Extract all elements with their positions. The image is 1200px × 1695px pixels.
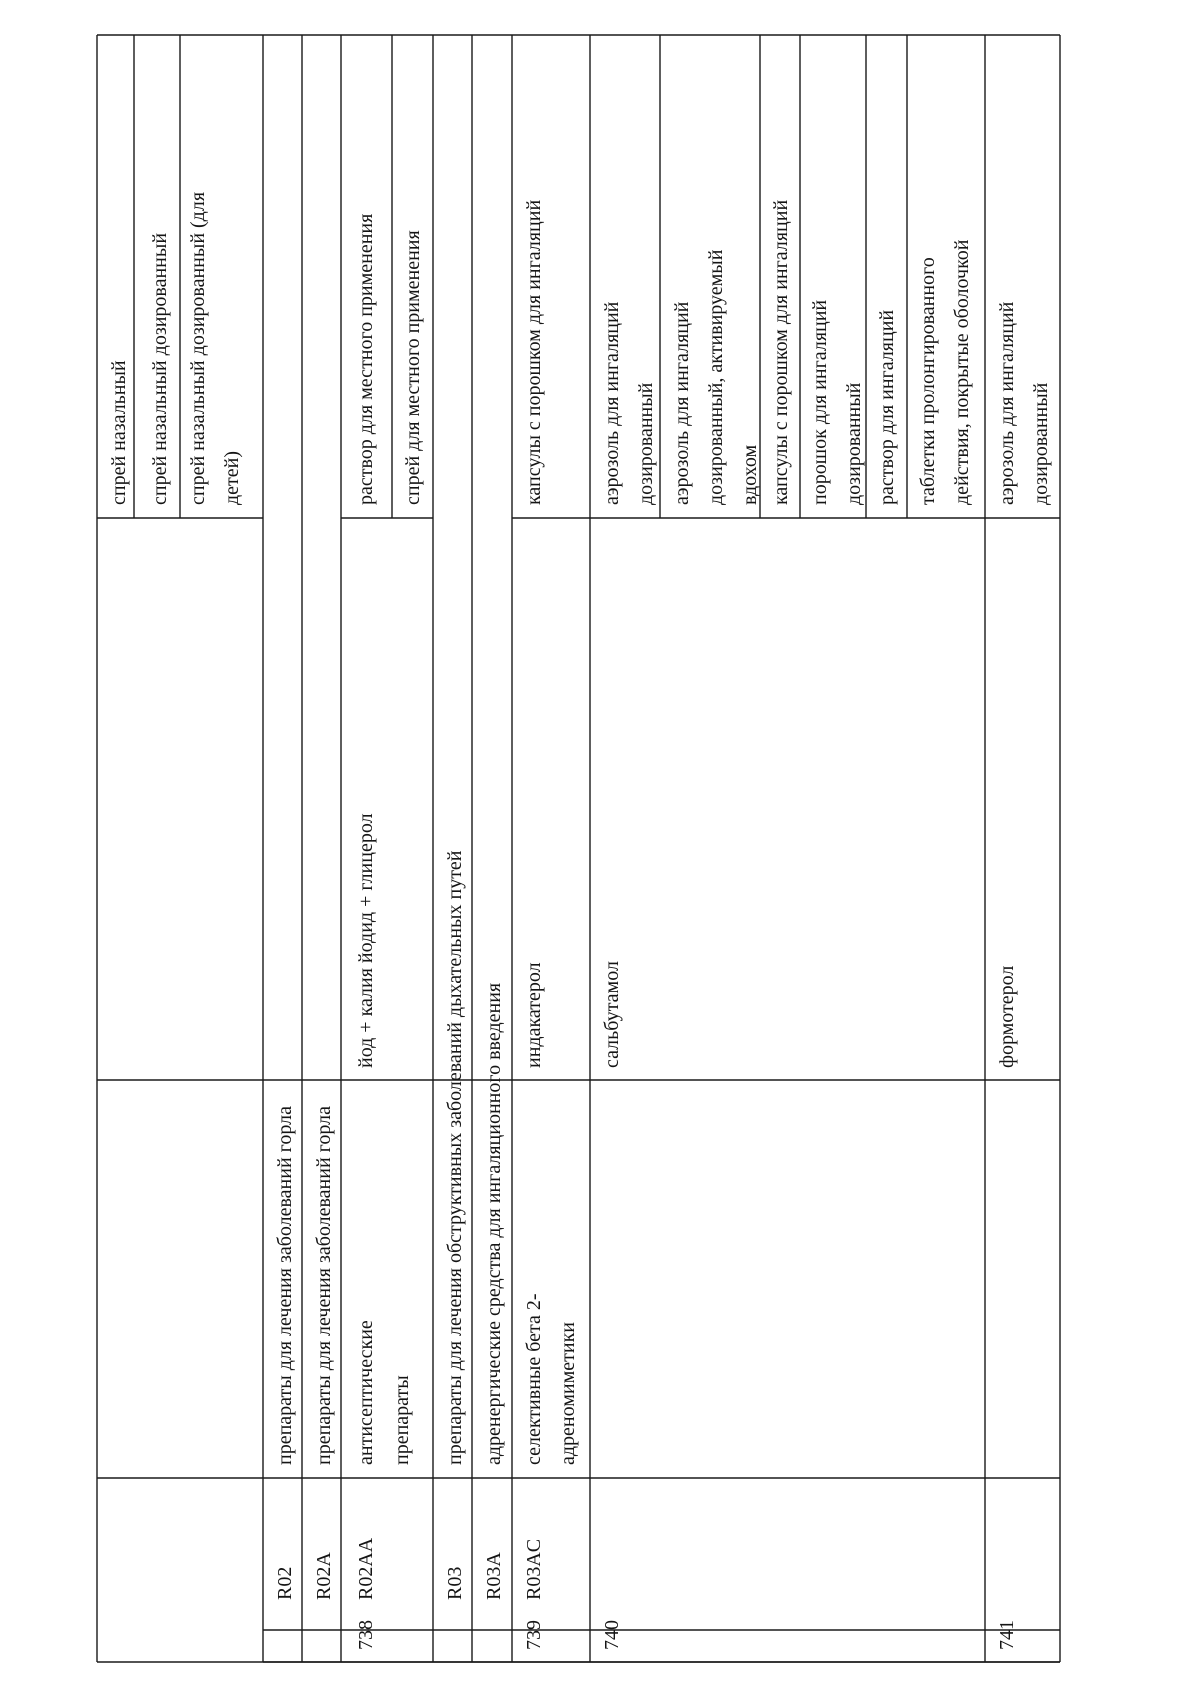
section-header: препараты для лечения заболеваний горла bbox=[274, 1106, 296, 1465]
form-cell-line: спрей назальный дозированный (для bbox=[187, 191, 209, 505]
group-cell-line: препараты bbox=[391, 1375, 413, 1465]
section-header: препараты для лечения заболеваний горла bbox=[313, 1106, 335, 1465]
form-cell: спрей назальный дозированный bbox=[149, 232, 171, 505]
substance-cell: йод + калия йодид + глицерол bbox=[355, 813, 377, 1068]
group-cell-line: адреномиметики bbox=[557, 1321, 579, 1465]
form-cell-line: действия, покрытые оболочкой bbox=[951, 239, 973, 505]
form-cell-line: аэрозоль для ингаляций bbox=[996, 301, 1018, 505]
group-cell-line: селективные бета 2- bbox=[523, 1293, 545, 1465]
atc-code: R03 bbox=[444, 1566, 466, 1600]
group-cell-line: антисептические bbox=[355, 1320, 377, 1465]
substance-cell: формотерол bbox=[996, 965, 1018, 1068]
form-cell-line: таблетки пролонгированного bbox=[917, 257, 939, 505]
form-cell-line: дозированный bbox=[1030, 382, 1052, 505]
row-number: 739 bbox=[523, 1620, 545, 1650]
form-cell-line: дозированный bbox=[843, 382, 865, 505]
row-number: 738 bbox=[355, 1620, 377, 1650]
form-cell-line: порошок для ингаляций bbox=[809, 299, 831, 505]
form-cell-line: вдохом bbox=[739, 444, 761, 505]
section-header: адренергические средства для ингаляционного введения bbox=[483, 982, 505, 1465]
section-header: препараты для лечения обструктивных заболеваний дыхательных путей bbox=[444, 850, 466, 1465]
atc-code: R03A bbox=[483, 1552, 505, 1600]
atc-code: R03AC bbox=[523, 1538, 545, 1600]
form-cell: раствор для ингаляций bbox=[876, 309, 898, 505]
row-number: 741 bbox=[996, 1620, 1018, 1650]
form-cell-line: аэрозоль для ингаляций bbox=[601, 301, 623, 505]
form-cell: капсулы с порошком для ингаляций bbox=[523, 199, 545, 505]
form-cell: спрей для местного применения bbox=[402, 230, 424, 505]
atc-code: R02AA bbox=[355, 1537, 377, 1600]
form-cell-line: дозированный bbox=[635, 382, 657, 505]
form-cell-line: аэрозоль для ингаляций bbox=[671, 301, 693, 505]
substance-cell: сальбутамол bbox=[601, 961, 623, 1068]
form-cell: капсулы с порошком для ингаляций bbox=[770, 199, 792, 505]
row-number: 740 bbox=[601, 1620, 623, 1650]
form-cell-line: детей) bbox=[221, 450, 243, 505]
form-cell: спрей назальный bbox=[108, 360, 130, 505]
atc-code: R02A bbox=[313, 1552, 335, 1600]
substance-cell: индакатерол bbox=[523, 962, 545, 1068]
form-cell: раствор для местного применения bbox=[355, 213, 377, 505]
atc-code: R02 bbox=[274, 1566, 296, 1600]
form-cell-line: дозированный, активируемый bbox=[705, 249, 727, 505]
